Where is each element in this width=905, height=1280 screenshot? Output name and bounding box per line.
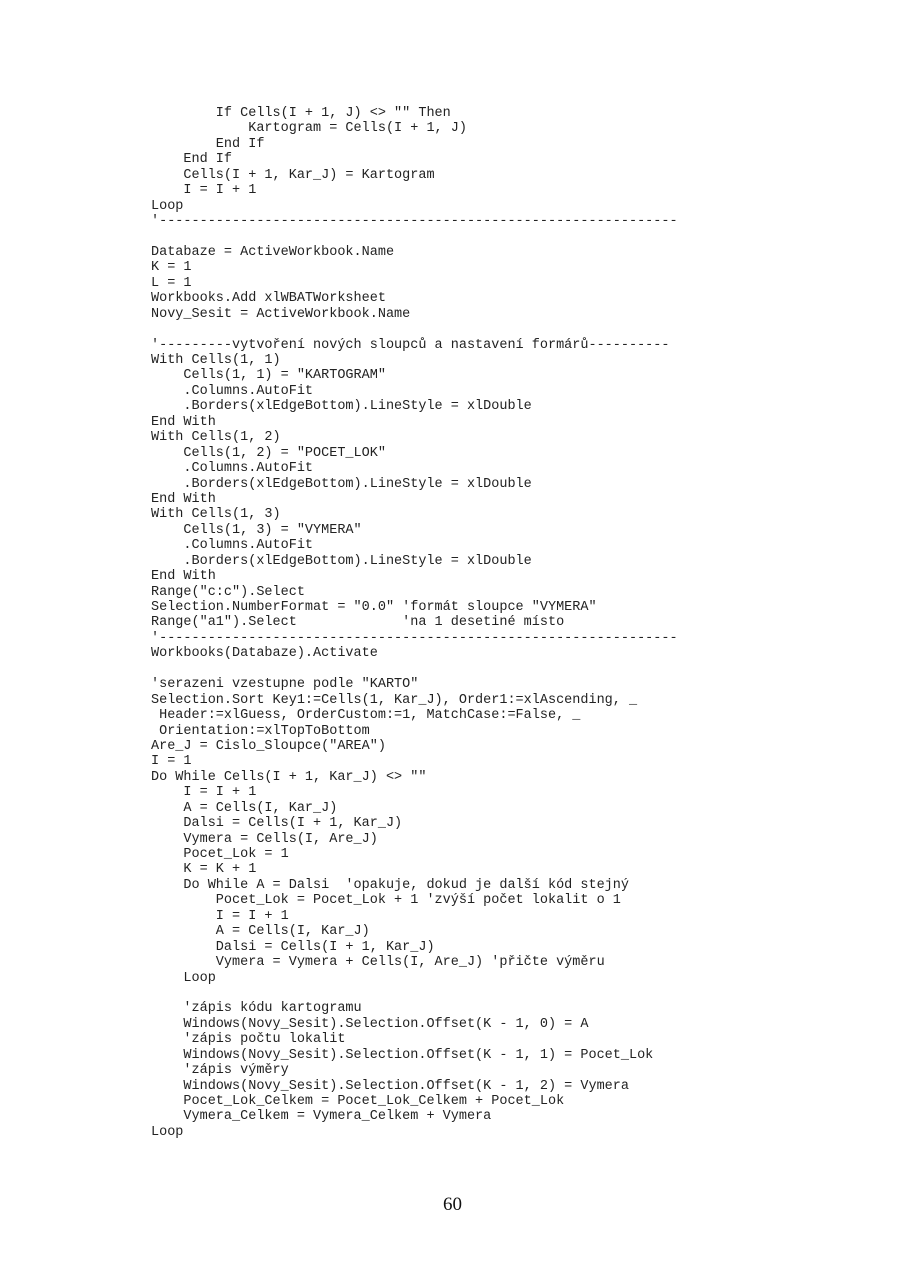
code-line: I = 1: [151, 754, 192, 770]
code-line: '----------------------------------------------------------------: [151, 630, 678, 646]
code-line: '---------vytvoření nových sloupců a nastavení formárů----------: [151, 337, 670, 353]
code-line: End If: [151, 136, 265, 152]
code-line: 'zápis počtu lokalit: [151, 1032, 346, 1048]
code-line: Workbooks.Add xlWBATWorksheet: [151, 291, 386, 307]
code-line: [151, 986, 678, 1001]
code-line: Vymera = Cells(I, Are_J): [151, 831, 378, 847]
code-line: Cells(1, 3) = "VYMERA": [151, 522, 362, 538]
code-line: K = 1: [151, 260, 192, 276]
code-line: [151, 662, 678, 677]
code-line: Loop: [151, 1124, 184, 1140]
code-line: Windows(Novy_Sesit).Selection.Offset(K - 1, 1) = Pocet_Lok: [151, 1047, 654, 1063]
code-line: With Cells(1, 2): [151, 430, 281, 446]
code-line: A = Cells(I, Kar_J): [151, 924, 370, 940]
code-line: 'zápis výměry: [151, 1063, 289, 1079]
code-line: Are_J = Cislo_Sloupce("AREA"): [151, 738, 386, 754]
code-line: '----------------------------------------------------------------: [151, 214, 678, 230]
code-line: [151, 322, 678, 337]
code-line: With Cells(1, 1): [151, 353, 281, 368]
code-line: Do While A = Dalsi 'opakuje, dokud je další kód stejný: [151, 877, 629, 893]
code-line: K = K + 1: [151, 862, 257, 878]
code-line: 'zápis kódu kartogramu: [151, 1001, 362, 1017]
code-line: Selection.NumberFormat = "0.0" 'formát sloupce "VYMERA": [151, 600, 597, 615]
code-line: A = Cells(I, Kar_J): [151, 800, 338, 816]
code-line: Kartogram = Cells(I + 1, J): [151, 121, 467, 137]
code-line: I = I + 1: [151, 908, 289, 924]
code-line: Loop: [151, 970, 216, 986]
code-line: Selection.Sort Key1:=Cells(1, Kar_J), Order1:=xlAscending, _: [151, 692, 638, 708]
vba-code-listing: [151, 106, 678, 1140]
code-line: Pocet_Lok = Pocet_Lok + 1 'zvýší počet lokalit o 1: [151, 893, 621, 909]
code-line: Windows(Novy_Sesit).Selection.Offset(K - 1, 0) = A: [151, 1016, 589, 1032]
code-line: .Columns.AutoFit: [151, 538, 314, 554]
code-line: Dalsi = Cells(I + 1, Kar_J): [151, 939, 435, 955]
code-line: I = I + 1: [151, 183, 257, 199]
code-line: Orientation:=xlTopToBottom: [151, 723, 370, 739]
code-line: Do While Cells(I + 1, Kar_J) <> "": [151, 769, 427, 785]
code-line: Header:=xlGuess, OrderCustom:=1, MatchCase:=False, _: [151, 708, 581, 724]
page-number: 60: [443, 1194, 462, 1215]
code-line: If Cells(I + 1, J) <> "" Then: [151, 106, 451, 121]
code-line: Loop: [151, 198, 184, 214]
code-line: Novy_Sesit = ActiveWorkbook.Name: [151, 306, 411, 322]
code-line: With Cells(1, 3): [151, 507, 281, 523]
code-line: Vymera = Vymera + Cells(I, Are_J) 'přičte výměru: [151, 955, 605, 971]
code-line: Vymera_Celkem = Vymera_Celkem + Vymera: [151, 1109, 492, 1125]
code-line: I = I + 1: [151, 785, 257, 801]
code-line: .Columns.AutoFit: [151, 383, 314, 399]
code-line: 'serazeni vzestupne podle "KARTO": [151, 677, 419, 693]
code-line: Cells(1, 2) = "POCET_LOK": [151, 445, 386, 461]
code-line: .Borders(xlEdgeBottom).LineStyle = xlDouble: [151, 476, 532, 492]
code-line: Databaze = ActiveWorkbook.Name: [151, 244, 395, 260]
code-line: L = 1: [151, 275, 192, 291]
code-line: Dalsi = Cells(I + 1, Kar_J): [151, 816, 403, 832]
code-line: Range("c:c").Select: [151, 584, 305, 600]
code-line: Windows(Novy_Sesit).Selection.Offset(K - 1, 2) = Vymera: [151, 1078, 629, 1094]
code-line: .Borders(xlEdgeBottom).LineStyle = xlDouble: [151, 553, 532, 569]
code-line: Cells(1, 1) = "KARTOGRAM": [151, 368, 386, 384]
code-line: End If: [151, 152, 233, 168]
code-line: Workbooks(Databaze).Activate: [151, 646, 378, 662]
code-line: End With: [151, 414, 216, 430]
code-line: .Borders(xlEdgeBottom).LineStyle = xlDouble: [151, 399, 532, 415]
code-line: Range("a1").Select 'na 1 desetiné místo: [151, 615, 565, 631]
code-line: .Columns.AutoFit: [151, 461, 314, 477]
code-line: [151, 230, 678, 245]
code-line: Pocet_Lok_Celkem = Pocet_Lok_Celkem + Pocet_Lok: [151, 1094, 565, 1109]
code-line: End With: [151, 491, 216, 507]
code-line: End With: [151, 569, 216, 585]
code-line: Cells(I + 1, Kar_J) = Kartogram: [151, 167, 435, 183]
code-line: Pocet_Lok = 1: [151, 847, 289, 862]
